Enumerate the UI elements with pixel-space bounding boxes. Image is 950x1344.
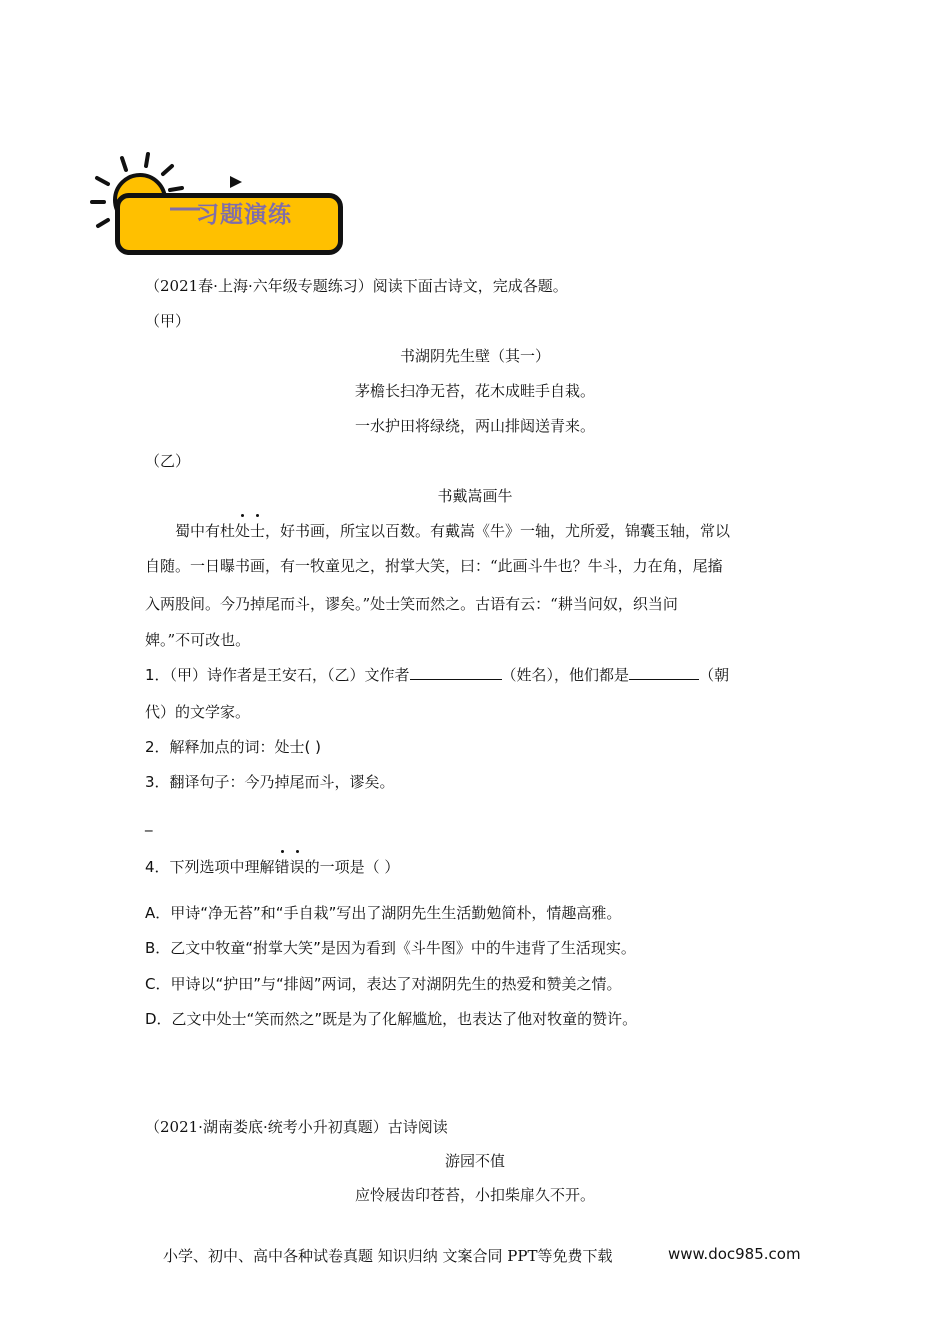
play-arrow-icon (229, 175, 243, 189)
question2-source: （2021·湖南娄底·统考小升初真题）古诗阅读 (145, 1118, 448, 1136)
footer-link[interactable]: www.doc985.com (668, 1245, 801, 1263)
prose-line2: 自随。一日曝书画，有一牧童见之，拊掌大笑，曰：“此画斗牛也？牛斗，力在角，尾搐 (145, 557, 723, 575)
dotted-char-cuo: 错 (274, 858, 290, 876)
dynasty-blank[interactable] (629, 664, 699, 680)
item4: 4．下列选项中理解错误的一项是（ ） (145, 858, 400, 876)
dotted-char-chu: 处 (235, 522, 251, 540)
dotted-char-shi: 士 (250, 522, 266, 540)
item3: 3．翻译句子：今乃掉尾而斗，谬矣。 (145, 773, 395, 791)
option-b: B．乙文中牧童“拊掌大笑”是因为看到《斗牛图》中的牛违背了生活现实。 (145, 939, 636, 957)
item1-continuation: 代）的文学家。 (145, 703, 251, 721)
part-b-label: （乙） (145, 452, 191, 470)
prose-line4: 婢。”不可改也。 (145, 631, 251, 649)
dotted-char-wu: 误 (289, 858, 305, 876)
prose-line1: 蜀中有杜处士，好书画，所宝以百数。有戴嵩《牛》一轴，尤所爱，锦囊玉轴，常以 (175, 522, 731, 540)
question1-source: （2021春·上海·六年级专题练习）阅读下面古诗文，完成各题。 (145, 277, 568, 295)
poem2-title: 游园不值 (444, 1152, 505, 1170)
author-blank[interactable] (410, 664, 502, 680)
option-d: D．乙文中处士“笑而然之”既是为了化解尴尬，也表达了他对牧童的赞许。 (145, 1010, 638, 1028)
part-a-label: （甲） (145, 312, 191, 330)
item1: 1．（甲）诗作者是王安石，（乙）文作者 （姓名），他们都是 （朝 (145, 666, 730, 684)
item2: 2．解释加点的词：处士( ) (145, 738, 322, 756)
item3-answer-line[interactable]: _ (145, 814, 153, 832)
prose-b-title: 书戴嵩画牛 (437, 487, 513, 505)
option-a: A．甲诗“净无苔”和“手自栽”写出了湖阴先生生活勤勉简朴，情趣高雅。 (145, 904, 622, 922)
prose-line3: 入两股间。今乃掉尾而斗，谬矣。”处士笑而然之。古语有云：“耕当问奴，织当问 (145, 595, 678, 613)
banner-title: 习题演练 (196, 202, 292, 228)
option-c: C．甲诗以“护田”与“排闼”两词，表达了对湖阴先生的热爱和赞美之情。 (145, 975, 622, 993)
poem-a-line1: 茅檐长扫净无苔，花木成畦手自栽。 (354, 382, 595, 400)
footer-text: 小学、初中、高中各种试卷真题 知识归纳 文案合同 PPT等免费下载 (163, 1247, 613, 1265)
poem-a-line2: 一水护田将绿绕，两山排闼送青来。 (354, 417, 595, 435)
poem2-line1: 应怜屐齿印苍苔，小扣柴扉久不开。 (354, 1186, 595, 1204)
poem-a-title: 书湖阴先生壁（其一） (399, 347, 550, 365)
